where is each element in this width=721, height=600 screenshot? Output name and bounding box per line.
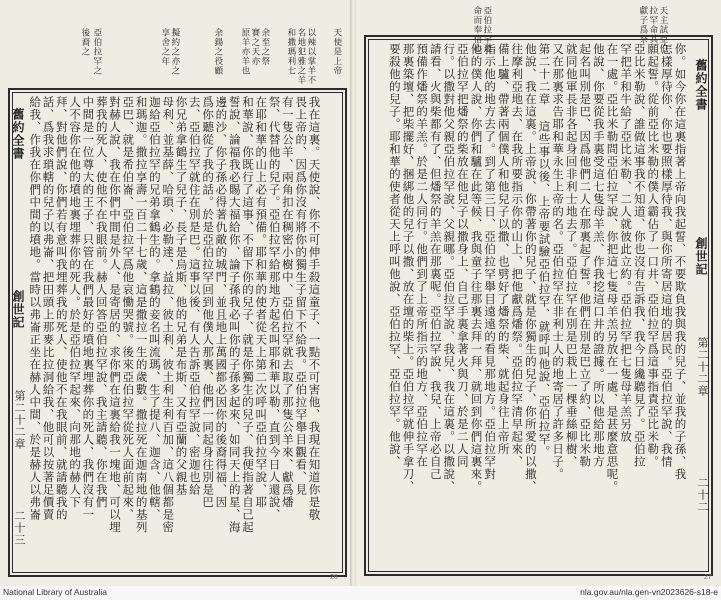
text-column: 和瑪迦。撒拉享壽一百二十七歲、這是撒拉一生的歲數。撒拉死在迦南地的基列: [134, 96, 149, 534]
text-column: 又在那裏求告耶和華永生上帝的名。亞伯拉罕在非利士人的地寄居了許多日子。: [551, 43, 566, 481]
heading-note: 賽之天亦: [249, 28, 260, 66]
text-column: 葬我的死人、使他不在我眼前。赫人回答亞伯拉罕說、我主請聽、你在我們: [94, 96, 109, 509]
text-column: 中間是一位尊大的王子、只管在我們最好的墳地裏埋葬你的死人、我們沒有一: [81, 96, 96, 521]
heading-note: 天使是上帝: [331, 28, 342, 76]
heading-note: 後裔之: [79, 28, 90, 57]
text-frame: [364, 35, 713, 576]
heading-note: 以辣以掌羊不: [305, 28, 316, 85]
heading-note: 拉罕命其: [647, 6, 658, 44]
text-column: 罕把羊和牛給了亞比米勒、二人就彼此立約。亞伯拉罕把七隻母羊羔另放: [619, 43, 634, 443]
text-column: 第二十二章 這些事以後、上帝要試驗亞伯拉罕、就呼叫他說、亞伯拉罕。: [537, 43, 552, 458]
text-column: 我在這裏。天使說、你不可伸手殺這童子、一點不可害他、我現在知道你是敬: [307, 96, 322, 521]
text-column: 亞巴、就是希伯崙、亞伯拉罕爲他哀慟哭號。後來亞伯拉罕從死人面前起來、: [121, 96, 136, 521]
text-frame: [8, 88, 347, 577]
text-column: 起名叫別是巴、因爲他們二人在那裏起了誓。他們在別是巴立了約、亞比米勒: [578, 43, 593, 468]
text-column: 亞比米勒說、誰做這事我不知道、你也沒有告訴我、我今日纔聽見了。亞伯拉: [632, 43, 647, 468]
text-column: 對赫人說、我在你們中間是外人、是寄居的、求你們在這裏給我一塊地、可以埋: [108, 96, 122, 534]
margin-title: 舊約全書: [11, 108, 25, 160]
text-column: 和華說、你既行了這事、不留下你的兒子、就是你獨生的兒子、我便指著自己起: [241, 96, 255, 534]
right-page: [356, 0, 721, 586]
scan-mark: 27: [704, 574, 712, 581]
left-page: [0, 0, 352, 586]
margin-title: 舊約全書: [694, 59, 708, 111]
margin-chapter: 創世記: [11, 290, 25, 329]
margin-chapter: 創世記: [694, 237, 708, 276]
scan-mark: 26: [330, 574, 338, 581]
heading-note: 命而奉信心: [471, 6, 482, 54]
heading-note: 余至之祭: [259, 28, 270, 66]
text-column: 祭、代替他的兒子。亞伯拉罕給那地方起名叫耶和華以勒、直到今日人還說、: [267, 96, 282, 521]
text-column: 行。以撒對他父親亞伯拉罕說、父親哪。亞伯拉罕說、我兒、我在這裏。以撒說、: [442, 43, 457, 493]
text-column: 爲你聽從了我的話。於是亞伯拉罕回到他僕人那裏、他們一同起身往別是巴: [201, 96, 216, 509]
heading-note: 獻子爲祭: [637, 6, 648, 44]
margin-page: 二十二: [696, 477, 709, 513]
heading-note: 余鍚之役顧: [212, 28, 223, 76]
text-column: 就同他軍長非各起身回非利士地去了。亞伯拉罕在別是巴栽上一棵垂絲柳樹、: [564, 43, 579, 468]
text-column: 誓說、論福我必賜大福給你、論子孫我必叫你的子孫多起來、如同天上的星、海: [227, 96, 242, 534]
text-column: 怎樣厚待你、你也要照樣厚待我、與你所寄居這地的居民。亞伯拉罕說、我情: [659, 43, 674, 468]
text-column: 願起誓。從前亞比米勒的僕人霸佔了一口井、亞伯拉罕爲這事指責亞比米勒。: [646, 43, 661, 468]
heading-note: 和撒瑪利七: [285, 28, 296, 76]
text-column: 亞伯拉罕把燔祭的柴放在他兒子以撒身上、自己手裏拿著火與刀、於是二人同: [455, 43, 470, 468]
text-column: 指示他的地方去了。到了第三日、亞伯拉罕舉目遠遠的看見那地方。亞伯拉罕對: [483, 43, 498, 481]
text-column: 他的僕人說、你們和驢在此等候、我與童子往那裏去拜一拜、就回到你們這裏來。: [469, 43, 484, 493]
text-column: 母利、並基薛、哈瑣、必勒達、益拉、彼土利、彼土利生利百加、這八個都是密: [161, 96, 176, 534]
text-column: 往摩利亞地去、在我所要指示你的山上、把他獻爲燔祭。亞伯拉罕清早起來、: [510, 43, 525, 468]
text-column: 他說、你要從我手裏受這七隻母羊羔、作我挖這口井的證據。所以他給那地方: [591, 43, 606, 468]
text-column: 預備作燔祭的羊羔。於是二人同行。他們到了上帝所指示的地方、亞伯拉罕在: [415, 43, 430, 468]
heading-note: 享舍之年: [159, 28, 170, 66]
margin-section: 第二十二章: [696, 337, 709, 397]
text-column: 去、亞伯拉罕就住在別是巴。這事以後、有人告訴亞伯拉罕說、密迦也給: [187, 96, 202, 496]
text-column: 你兄弟拿鶴生了兒子、長子是烏斯、他的兄弟是布斯、又有亞蘭的父親基: [174, 96, 189, 496]
text-column: 迦給亞伯拉罕的兄弟拿鶴生的。拿鶴的妾名叫流瑪、生了提八、迦含、他轄、: [147, 96, 162, 521]
text-column: 要殺他的兒子。耶和華的使者從天上呼叫他說、亞伯拉罕、亞伯拉罕。他說、: [387, 43, 402, 468]
text-column: 在一處。亞比米勒問亞伯拉罕說、你把這七隻母羊羔另放在一處、是甚麼意思呢。: [605, 43, 620, 493]
footer-bar: [0, 586, 721, 600]
text-column: 你。如今你在這裏指著上帝向我起誓、不要欺負我與我的兒子、並我的子孫、我: [673, 43, 688, 481]
text-column: 有一隻公羊、兩角扣在稠密小樹中、亞伯拉罕就去取了那隻公羊來、獻爲燔: [280, 96, 295, 509]
text-column: 請看、火與柴都有了、但燔祭的羊羔在那裏呢。亞伯拉罕說、我兒、上帝必自己: [428, 43, 443, 481]
text-column: 給我、作我在你們中間的墳地。當時以弗崙正坐在赫人中間、於是赫人以弗崙: [28, 96, 43, 521]
margin-page: 二十三: [13, 510, 26, 546]
heading-note: 天主試亞伯: [657, 6, 668, 54]
text-column: 畏上帝的、因爲你沒有將你的獨生子留下不給我。亞伯拉罕舉目觀看、見: [294, 96, 309, 496]
footer-identifier: nla.gov.au/nla.gen-vn2023626-s18-e: [580, 587, 718, 597]
text-column: 那裏築壇、把柴擺好、捆綁他的兒子以撒、放在壇的柴上。亞伯拉罕就伸手拿刀、: [401, 43, 416, 493]
heading-note: 亞伯拉罕遵: [481, 6, 492, 54]
text-column: 在耶和華的山上必有預備。耶和華的使者從天上第二次呼叫亞伯拉罕說、耶: [254, 96, 269, 509]
heading-note: 原羊亦羊也: [239, 28, 250, 76]
text-column: 話、爲我求瑣轄的兒子以弗崙、把田頭上那麥比拉洞給我、他可以按著足價賣: [41, 96, 56, 521]
margin-section: 第二十二章: [13, 390, 26, 450]
heading-note: 亞伯拉罕之: [91, 28, 102, 76]
heading-note: 名地犯雅之羊: [295, 28, 306, 85]
text-column: 他說、我在這裏。上帝說、你帶著你的兒子、就是你獨生的兒子、你所愛的以撒、: [523, 43, 538, 493]
text-column: 拜、對他們說、你們若有意叫我埋葬我的死人、使他不在我眼前、就請聽我的: [54, 96, 69, 521]
footer-library-name: National Library of Australia: [3, 587, 107, 597]
text-column: 備上驢、帶著兩個僕人和他兒子以撒、也劈好了燔祭的柴、就起身往上帝所: [496, 43, 511, 456]
heading-note: 擬約之亦之: [169, 28, 180, 76]
text-column: 人不容你在他的墳地裏埋葬你的死人。於是亞伯拉罕起來、向那地的赫人下: [68, 96, 83, 509]
text-column: 邊的沙、你子孫必得著仇敵的城門、並且地上萬國都必因你的後裔得福、因: [214, 96, 229, 509]
